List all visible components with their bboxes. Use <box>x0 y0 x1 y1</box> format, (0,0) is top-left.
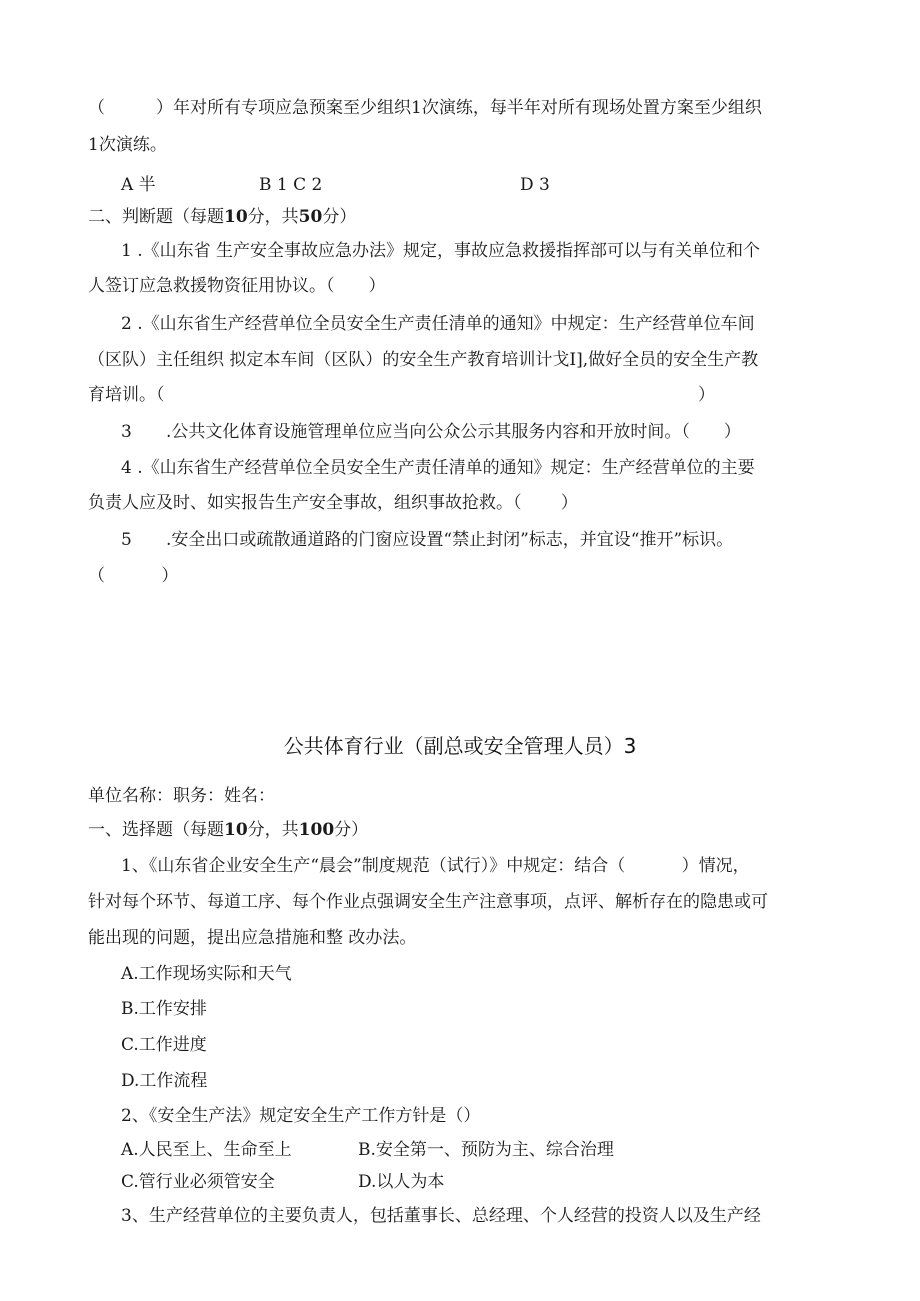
judge-item-4-line: 负责人应及时、如实报告生产安全事故，组织事故抢救。（ ） <box>88 493 578 513</box>
judge-heading: 二、判断题（每题10分，共50分） <box>88 207 357 227</box>
q1-option-a: A.工作现场实际和天气 <box>121 964 292 984</box>
judge-item-3-text: .公共文化体育设施管理单位应当向公众公示其服务内容和开放时间。（ ） <box>166 422 741 442</box>
judge-item-2-bracket: ） <box>698 385 715 405</box>
question-text-line: （ ）年对所有专项应急预案至少组织1次演练，每半年对所有现场处置方案至少组织 <box>88 98 762 118</box>
q1-option-c: C.工作进度 <box>121 1035 207 1055</box>
judge-item-5-text: .安全出口或疏散通道路的门窗应设置“禁止封闭”标志，并宜设“推开”标识。 <box>166 530 734 550</box>
question-text-line: 1次演练。 <box>88 135 167 155</box>
q2-option-d: D.以人为本 <box>358 1172 445 1192</box>
judge-item-2-line: 2 .《山东省生产经营单位全员安全生产责任清单的通知》中规定：生产经营单位车间 <box>121 314 755 334</box>
judge-item-2-line: 育培训。（ <box>88 385 165 405</box>
choice-heading: 一、选择题（每题10分，共100分） <box>88 820 369 840</box>
judge-item-5-line: （ ） <box>88 566 179 586</box>
q3-line: 3、生产经营单位的主要负责人，包括董事长、总经理、个人经营的投资人以及生产经 <box>121 1206 761 1226</box>
judge-item-1-line: 1 .《山东省 生产安全事故应急办法》规定，事故应急救援指挥部可以与有关单位和个 <box>121 241 761 261</box>
q1-line: 1、《山东省企业安全生产“晨会”制度规范（试行）》中规定：结合（ ）情况， <box>121 856 750 876</box>
q2-option-c: C.管行业必须管安全 <box>121 1172 275 1192</box>
q1-option-b: B.工作安排 <box>121 999 207 1019</box>
judge-item-5-number: 5 <box>121 530 132 550</box>
page-title: 公共体育行业（副总或安全管理人员）3 <box>283 734 637 758</box>
q1-line: 针对每个环节、每道工序、每个作业点强调安全生产注意事项，点评、解析存在的隐患或可 <box>88 892 768 912</box>
q2-option-a: A.人民至上、生命至上 <box>121 1140 292 1160</box>
judge-item-1-line: 人签订应急救援物资征用协议。（ ） <box>88 276 386 296</box>
option-d: D 3 <box>520 175 550 195</box>
q1-option-d: D.工作流程 <box>121 1071 208 1091</box>
q2-text: 2、《安全生产法》规定安全生产工作方针是（） <box>121 1106 481 1126</box>
q2-option-b: B.安全第一、预防为主、综合治理 <box>358 1140 614 1160</box>
option-b-c: B 1 C 2 <box>259 175 323 195</box>
judge-item-3-number: 3 <box>121 422 132 442</box>
q1-line: 能出现的问题，提出应急措施和整 改办法。 <box>88 928 417 948</box>
info-line: 单位名称：职务：姓名： <box>88 786 275 806</box>
option-a: A 半 <box>121 175 156 195</box>
judge-item-2-line: （区队）主任组织 拟定本车间（区队）的安全生产教育培训计戈I],做好全员的安全生产教 <box>88 350 759 370</box>
judge-item-4-line: 4 .《山东省生产经营单位全员安全生产责任清单的通知》规定：生产经营单位的主要 <box>121 458 755 478</box>
